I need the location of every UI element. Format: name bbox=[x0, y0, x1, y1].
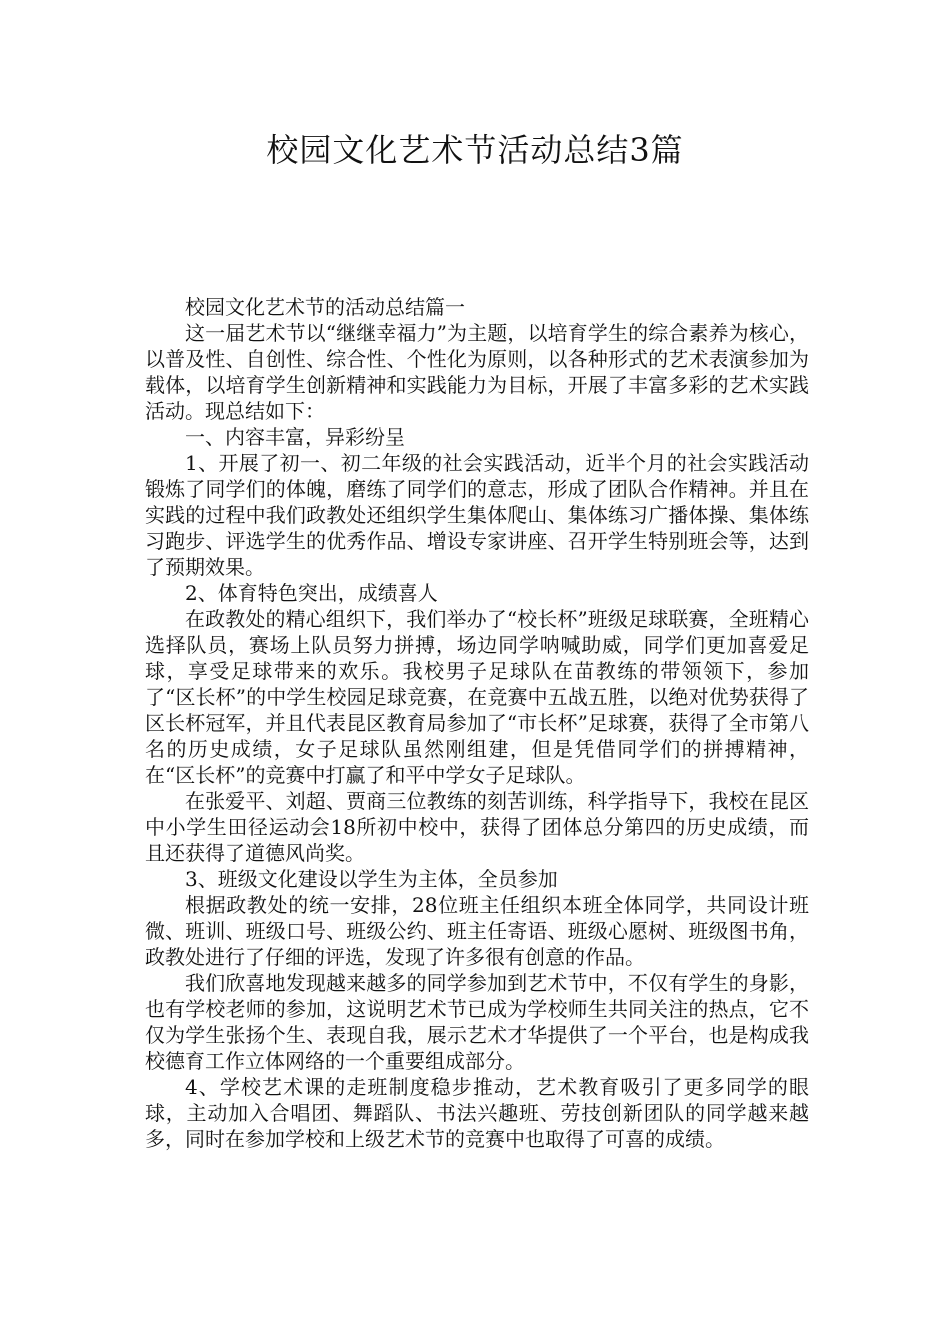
football-paragraph: 在政教处的精心组织下，我们举办了“校长杯”班级足球联赛，全班精心选择队员，赛场上队员努力拼搏，场边同学呐喊助威，同学们更加喜爱足球，享受足球带来的欢乐。我校男子足球队在苗教练的带领领下，参加了“区长杯”的中学生校园足球竞赛，在竞赛中五战五胜，以绝对优势获得了区长杯冠军，并且代表昆区教育局参加了“市长杯”足球赛，获得了全市第八名的历史成绩，女子足球队虽然刚组建，但是凭借同学们的拼搏精神，在“区长杯”的竞赛中打赢了和平中学女子足球队。 bbox=[145, 607, 809, 787]
class-culture-paragraph: 根据政教处的统一安排，28位班主任组织本班全体同学，共同设计班微、班训、班级口号、班级公约、班主任寄语、班级心愿树、班级图书角，政教处进行了仔细的评选，发现了许多很有创意的作品。 bbox=[145, 893, 809, 969]
document-title: 校园文化艺术节活动总结3篇 bbox=[266, 131, 684, 169]
item-1-paragraph: 1、开展了初一、初二年级的社会实践活动，近半个月的社会实践活动锻炼了同学们的体魄，磨练了同学们的意志，形成了团队合作精神。并且在实践的过程中我们政教处还组织学生集体爬山、集体练习广播体操、集体练习跑步、评选学生的优秀作品、增设专家讲座、召开学生特别班会等，达到了预期效果。 bbox=[145, 451, 809, 579]
athletics-paragraph: 在张爱平、刘超、贾商三位教练的刻苦训练，科学指导下，我校在昆区中小学生田径运动会18所初中校中，获得了团体总分第四的历史成绩，而且还获得了道德风尚奖。 bbox=[145, 789, 809, 865]
participation-paragraph: 我们欣喜地发现越来越多的同学参加到艺术节中，不仅有学生的身影，也有学校老师的参加，这说明艺术节已成为学校师生共同关注的热点，它不仅为学生张扬个生、表现自我，展示艺术才华提供了一个平台，也是构成我校德育工作立体网络的一个重要组成部分。 bbox=[145, 971, 809, 1073]
item-4-paragraph: 4、学校艺术课的走班制度稳步推动，艺术教育吸引了更多同学的眼球，主动加入合唱团、舞蹈队、书法兴趣班、劳技创新团队的同学越来越多，同时在参加学校和上级艺术节的竞赛中也取得了可喜的成绩。 bbox=[145, 1075, 809, 1151]
intro-paragraph: 这一届艺术节以“继继幸福力”为主题，以培育学生的综合素养为核心，以普及性、自创性、综合性、个性化为原则，以各种形式的艺术表演参加为载体，以培育学生创新精神和实践能力为目标，开展了丰富多彩的艺术实践活动。现总结如下： bbox=[145, 321, 809, 423]
document-body bbox=[145, 294, 809, 1152]
item-3-heading: 3、班级文化建设以学生为主体，全员参加 bbox=[185, 867, 558, 891]
section-heading-content: 一、内容丰富，异彩纷呈 bbox=[185, 425, 405, 449]
section-heading-article-one: 校园文化艺术节的活动总结篇一 bbox=[185, 295, 465, 319]
item-2-heading: 2、体育特色突出，成绩喜人 bbox=[185, 581, 438, 605]
